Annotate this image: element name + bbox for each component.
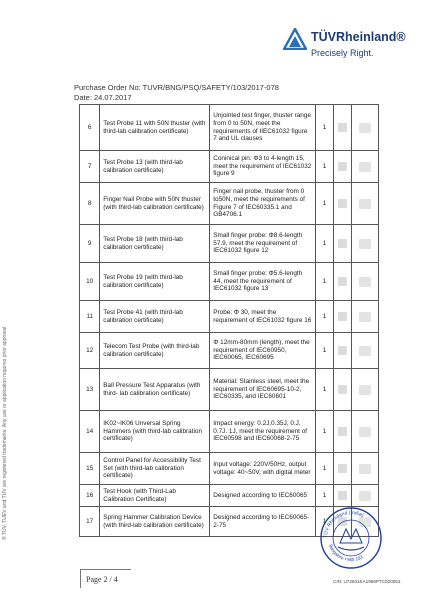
redaction-mark (338, 491, 347, 500)
redaction-mark (338, 385, 347, 394)
row-number: 6 (80, 105, 100, 151)
redacted-total-cell (352, 151, 379, 183)
redacted-total-cell (352, 301, 379, 333)
redaction-mark (359, 491, 371, 501)
redacted-price-cell (334, 105, 352, 151)
item-quantity: 1 (315, 369, 333, 411)
redaction-mark (359, 123, 371, 133)
redacted-price-cell (334, 263, 352, 301)
item-description: Test Probe 19 (with third-lab calibration certificate) (100, 263, 210, 301)
row-number: 7 (80, 151, 100, 183)
logo-name: TÜVRheinland® (311, 30, 406, 44)
redaction-mark (359, 427, 371, 437)
redaction-mark (359, 346, 371, 356)
row-number: 9 (80, 225, 100, 263)
item-specification: Small finger probe: Φ5.6-length 44, meet the requirement of IEC61032 figure 13 (210, 263, 316, 301)
redaction-mark (359, 312, 371, 322)
row-number: 15 (80, 453, 100, 485)
redaction-mark (359, 239, 371, 249)
redacted-price-cell (334, 411, 352, 453)
redacted-total-cell (352, 411, 379, 453)
row-number: 17 (80, 507, 100, 537)
item-description: Test Probe 13 (with third-lab calibration certificate) (100, 151, 210, 183)
redaction-mark (338, 123, 347, 132)
page-number: Page 2 / 4 (86, 575, 118, 584)
redacted-price-cell (334, 369, 352, 411)
table-row (80, 333, 379, 369)
table-row (80, 263, 379, 301)
svg-text:Bangalore • 560 103: Bangalore • 560 103 (328, 543, 364, 563)
table-row (80, 453, 379, 485)
redaction-mark (359, 199, 371, 209)
item-specification: Probe: Φ 30, meet the requirement of IEC61032 figure 16 (210, 301, 316, 333)
redacted-total-cell (352, 333, 379, 369)
item-quantity: 1 (315, 453, 333, 485)
item-description: Telecom Test Probe (with third-lab calibration certificate) (100, 333, 210, 369)
redacted-price-cell (334, 151, 352, 183)
item-quantity: 1 (315, 151, 333, 183)
table-row (80, 151, 379, 183)
item-specification: Unjointed test finger, thuster range from 0 to 50N, meet the requirements of IIEC61032 figure 7 and UL clauses (210, 105, 316, 151)
logo-tagline: Precisely Right. (311, 48, 374, 58)
row-number: 13 (80, 369, 100, 411)
row-number: 11 (80, 301, 100, 333)
redacted-total-cell (352, 263, 379, 301)
redaction-mark (338, 199, 347, 208)
item-description: Test Probe 41 (with third-lab calibration certificate) (100, 301, 210, 333)
table-row (80, 183, 379, 225)
redaction-mark (338, 312, 347, 321)
trademark-note: ® TÜV, TUEV and TUV are registered trademarks. Any use or application requires prior approval. (2, 325, 8, 540)
table-row (80, 369, 379, 411)
redacted-total-cell (352, 105, 379, 151)
item-description: Spring Hammer Calibration Device (with third-lab calibration certificate) (100, 507, 210, 537)
item-specification: Φ 12mm-80mm (length), meet the requirement of IEC60950, IEC60065, IEC60695 (210, 333, 316, 369)
triangle-logo-icon (283, 28, 307, 50)
company-cin: CIN: U72501KA1996PTC020053 (333, 579, 401, 584)
item-quantity: 1 (315, 485, 333, 507)
item-specification: Small finger probe: Φ8.6-length 57.9, meet the requirement of IEC61032 figure 12 (210, 225, 316, 263)
redaction-mark (338, 239, 347, 248)
item-quantity: 1 (315, 105, 333, 151)
item-description: Test Probe 18 (with third-lab calibration certificate) (100, 225, 210, 263)
document-date: Date: 24.07.2017 (74, 93, 132, 102)
item-description: IK02~IK06 Unversal Spring Hammers (with third-lab calibration certificate) (100, 411, 210, 453)
row-number: 16 (80, 485, 100, 507)
redacted-price-cell (334, 225, 352, 263)
item-specification: Impact energy: 0.2J,0.35J, 0.J, 0.7J. 1J, meet the requirement of IEC60598 and IEC60068-2-75 (210, 411, 316, 453)
item-specification: Designed according to IEC60065 (210, 485, 316, 507)
redaction-mark (338, 427, 347, 436)
redaction-mark (338, 464, 347, 473)
item-specification: Material: Stainless steel, meet the requirement of IEC60695-10-2, IEC60335, and IEC60601 (210, 369, 316, 411)
item-description: Ball Pressure Test Apparatus (with third- lab calibration certificate) (100, 369, 210, 411)
table-row (80, 105, 379, 151)
redaction-mark (359, 162, 371, 172)
redacted-total-cell (352, 453, 379, 485)
item-quantity: 1 (315, 183, 333, 225)
redaction-mark (338, 277, 347, 286)
redacted-price-cell (334, 453, 352, 485)
tuv-logo (283, 26, 413, 70)
redaction-mark (338, 162, 347, 171)
svg-text:TÜV Rheinland (India): TÜV Rheinland (India) (322, 509, 365, 539)
item-specification: Designed according to IEC60065-2-75 (210, 507, 316, 537)
redacted-price-cell (334, 333, 352, 369)
redaction-mark (359, 277, 371, 287)
item-quantity: 1 (315, 225, 333, 263)
row-number: 10 (80, 263, 100, 301)
item-description: Control Panel for Accessibility Test Set (with third-lab calibration certificate) (100, 453, 210, 485)
item-quantity: 1 (315, 507, 333, 537)
equipment-table (79, 104, 379, 537)
item-specification: Input voltage: 220V/50Hz, output voltage: 40~50V, with digital meter (210, 453, 316, 485)
redacted-total-cell (352, 225, 379, 263)
item-description: Finger Nail Probe with 50N thuster (with third-lab calibration certificate) (100, 183, 210, 225)
redaction-mark (359, 385, 371, 395)
table-row (80, 225, 379, 263)
item-quantity: 1 (315, 333, 333, 369)
redacted-price-cell (334, 301, 352, 333)
table-row (80, 485, 379, 507)
redacted-price-cell (334, 183, 352, 225)
table-row (80, 301, 379, 333)
redacted-total-cell (352, 183, 379, 225)
redaction-mark (338, 346, 347, 355)
redacted-price-cell (334, 485, 352, 507)
item-description: Test Hook (with Third-Lab Calibration Certificate) (100, 485, 210, 507)
item-specification: Finger nail probe, thuster from 0 to50N, meet the requirements of Figure 7 of IEC60335.1 and GB4706.1 (210, 183, 316, 225)
redacted-total-cell (352, 369, 379, 411)
row-number: 12 (80, 333, 100, 369)
company-seal-stamp (318, 505, 384, 571)
redacted-total-cell (352, 485, 379, 507)
row-number: 14 (80, 411, 100, 453)
item-quantity: 1 (315, 263, 333, 301)
item-quantity: 1 (315, 301, 333, 333)
item-description: Test Probe 11 with 50N thuster (with third-lab calibration certificate) (100, 105, 210, 151)
purchase-order-number: Purchase Order No: TUVR/BNG/PSQ/SAFETY/103/2017-078 (74, 83, 279, 92)
table-row (80, 411, 379, 453)
item-quantity: 1 (315, 411, 333, 453)
row-number: 8 (80, 183, 100, 225)
item-specification: Coninical pin: Φ3 to 4-length 15, meet the requirement of IEC61032 figure 9 (210, 151, 316, 183)
redaction-mark (359, 464, 371, 474)
